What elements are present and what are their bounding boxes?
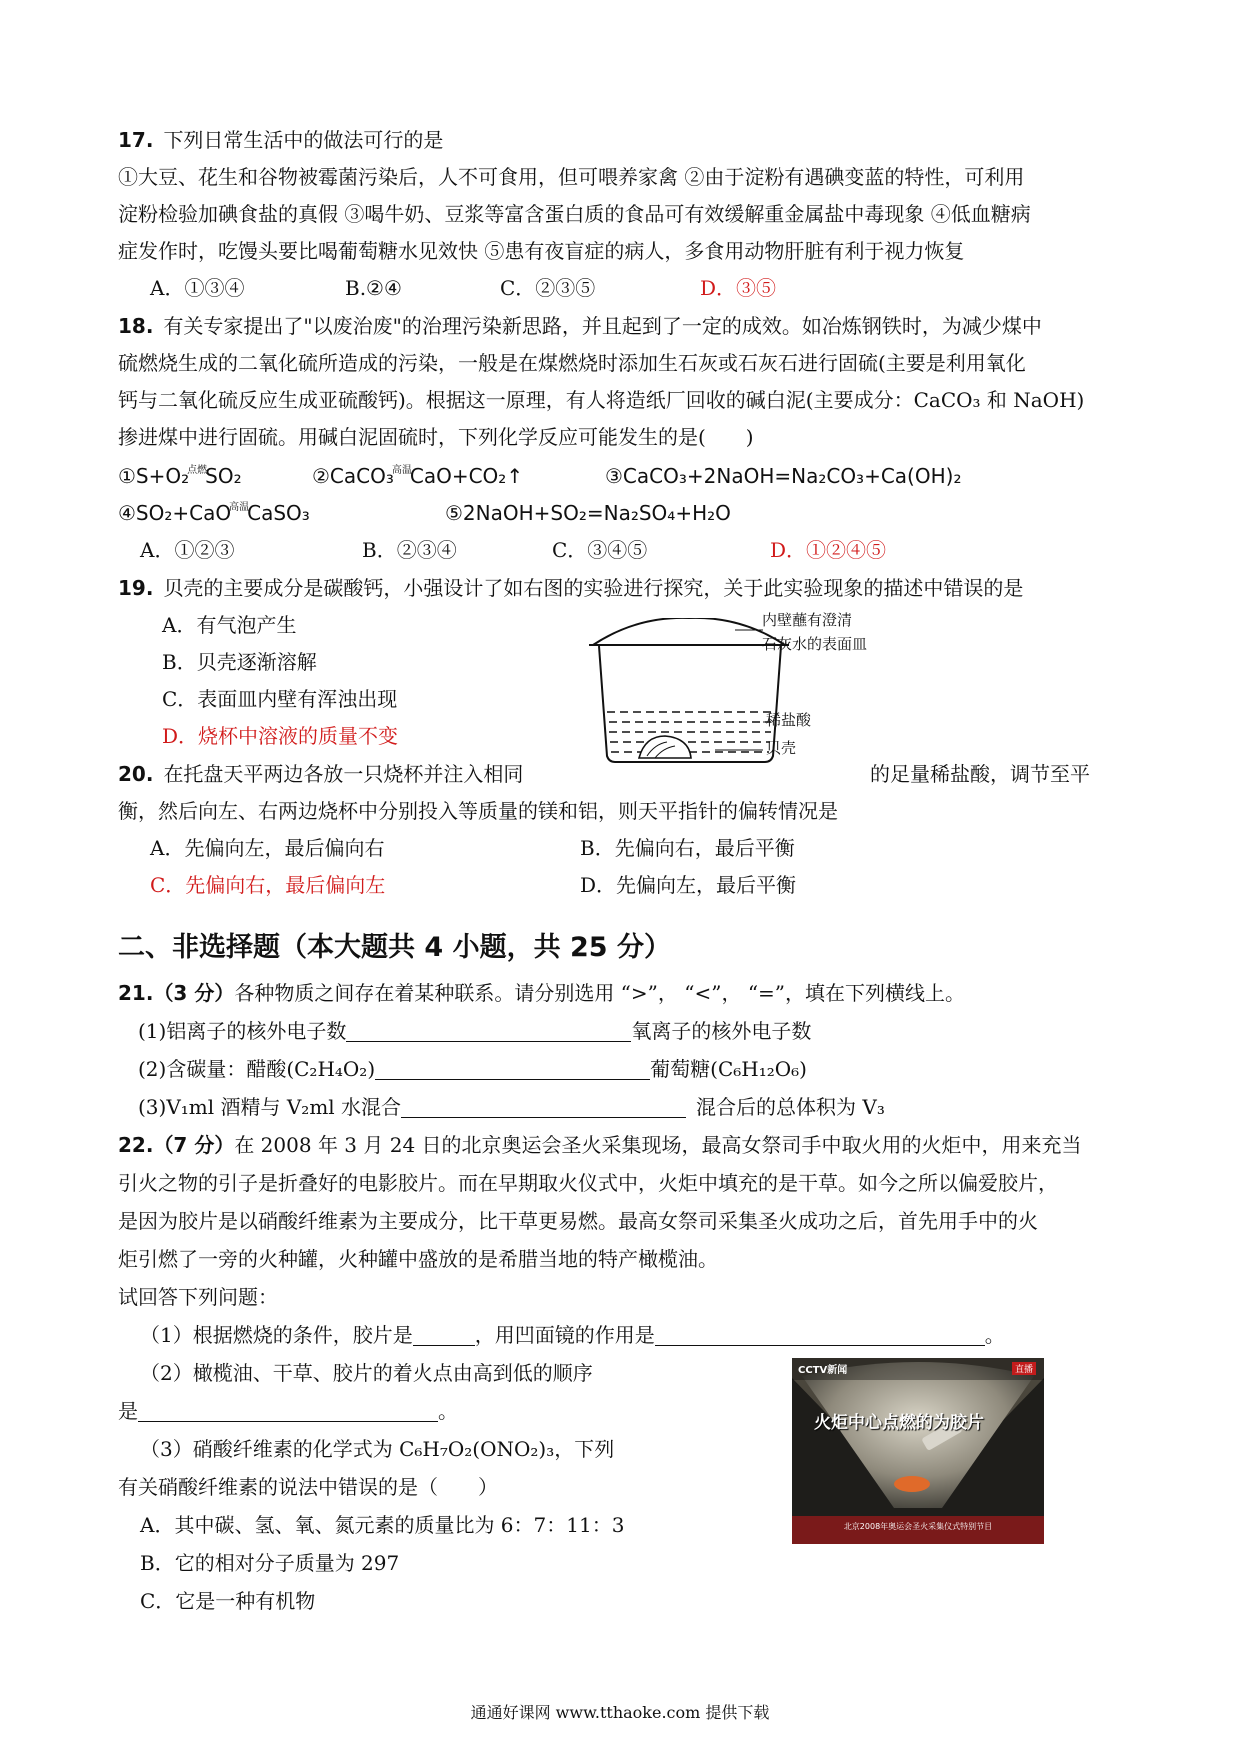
reaction-reactants: ④SO₂+CaO <box>118 501 232 525</box>
q22-sub-2-answer <box>118 1397 458 1425</box>
reaction-condition: 点燃 <box>187 465 208 476</box>
q19-option-c: C．表面皿内壁有浑浊出现 <box>162 687 398 711</box>
q22-sub-2-c: 。 <box>438 1399 458 1423</box>
q21-item-2-right: 葡萄糖(C₆H₁₂O₆) <box>650 1057 807 1081</box>
reaction-condition: 高温 <box>391 465 412 476</box>
reaction-products: SO₂ <box>205 464 242 488</box>
q20-option-b: B．先偏向右，最后平衡 <box>580 836 795 860</box>
q17-option-c: C．②③⑤ <box>500 276 596 300</box>
q22-body-line: 引火之物的引子是折叠好的电影胶片。而在早期取火仪式中，火炬中填充的是干草。如今之所以偏爱胶片， <box>118 1171 1058 1195</box>
q18-option-c: C．③④⑤ <box>552 538 648 562</box>
reaction-reactants: ①S+O₂ <box>118 464 190 488</box>
q21-score: （3 分） <box>153 981 235 1005</box>
torch-photo-image <box>792 1358 1044 1544</box>
answer-blank[interactable] <box>413 1323 475 1346</box>
q20-line1-text: 在托盘天平两边各放一只烧杯并注入相同 <box>163 762 524 786</box>
q17-body-line: ①大豆、花生和谷物被霉菌污染后，人不可食用，但可喂养家禽 ②由于淀粉有遇碘变蓝的特性，可利用 <box>118 165 1025 189</box>
q22-sub-2-b: 是 <box>118 1399 138 1423</box>
q20-line1-tail: 的足量稀盐酸，调节至平 <box>870 762 1090 786</box>
hydrochloric-acid-liquid <box>607 712 773 752</box>
answer-blank[interactable] <box>346 1019 631 1042</box>
q18-reaction-1 <box>118 462 242 495</box>
q21-item-2 <box>138 1055 807 1083</box>
reaction-products: CaSO₃ <box>247 501 310 525</box>
q22-sub-1-b: ，用凹面镜的作用是 <box>474 1323 655 1347</box>
answer-blank[interactable] <box>375 1057 650 1080</box>
q22-sub-1-a: （1）根据燃烧的条件，胶片是 <box>140 1323 413 1347</box>
q19-stem-text: 贝壳的主要成分是碳酸钙，小强设计了如右图的实验进行探究，关于此实验现象的描述中错误的是 <box>163 576 1024 600</box>
q20-line2: 衡，然后向左、右两边烧杯中分别投入等质量的镁和铝，则天平指针的偏转情况是 <box>118 799 838 823</box>
q21-item-2-left: (2)含碳量：醋酸(C₂H₄O₂) <box>138 1057 376 1081</box>
beaker-icon <box>599 646 781 762</box>
q22-body-text: 在 2008 年 3 月 24 日的北京奥运会圣火采集现场，最高女祭司手中取火用的火炬中，用来充当 <box>234 1133 1082 1157</box>
q20-option-c: C．先偏向右，最后偏向左 <box>150 873 386 897</box>
q21-item-1-right: 氧离子的核外电子数 <box>631 1019 812 1043</box>
q22-sub-1-c: 。 <box>984 1323 1005 1347</box>
q17-option-b: B.②④ <box>345 276 402 300</box>
q18-reaction-4 <box>118 499 310 532</box>
diagram-label-dish-line1: 内壁蘸有澄清 <box>762 611 853 629</box>
q18-reaction-3: ③CaCO₃+2NaOH=Na₂CO₃+Ca(OH)₂ <box>605 464 962 488</box>
cctv-logo: CCTV新闻 <box>798 1365 848 1376</box>
q21-item-1-left: (1)铝离子的核外电子数 <box>138 1019 347 1043</box>
q17-body-line: 淀粉检验加碘食盐的真假 ③喝牛奶、豆浆等富含蛋白质的食品可有效缓解重金属盐中毒现象 ④低血糖病 <box>118 202 1031 226</box>
q18-reaction-2 <box>312 462 523 495</box>
q18-body-line: 硫燃烧生成的二氧化硫所造成的污染，一般是在煤燃烧时添加生石灰或石灰石进行固硫(主要是利用氧化 <box>118 351 1026 375</box>
q18-number: 18. <box>118 314 154 338</box>
q22-option-c: C．它是一种有机物 <box>140 1589 316 1613</box>
watch-glass-icon <box>593 618 785 645</box>
q22-sub-1 <box>140 1321 1005 1349</box>
answer-blank[interactable] <box>138 1399 438 1422</box>
q18-body-text: 有关专家提出了"以废治废"的治理污染新思路，并且起到了一定的成效。如冶炼钢铁时，为减少煤中 <box>163 314 1042 338</box>
q22-body-line <box>118 1131 1082 1159</box>
q21-number: 21. <box>118 981 154 1005</box>
answer-blank[interactable] <box>401 1095 686 1118</box>
q21-item-1 <box>138 1017 811 1045</box>
diagram-label-dish-line2: 石灰水的表面皿 <box>762 635 868 653</box>
q20-line1 <box>118 760 523 788</box>
q22-number: 22. <box>118 1133 154 1157</box>
q22-sub-3-stem: 有关硝酸纤维素的说法中错误的是（ ） <box>118 1475 498 1499</box>
q22-sub-2: （2）橄榄油、干草、胶片的着火点由高到低的顺序 <box>140 1361 593 1385</box>
reaction-products: CaO+CO₂↑ <box>409 464 524 488</box>
q19-option-a: A．有气泡产生 <box>162 613 297 637</box>
q22-sub-3: （3）硝酸纤维素的化学式为 C₆H₇O₂(ONO₂)₃，下列 <box>140 1437 615 1461</box>
q18-body-line: 钙与二氧化硫反应生成亚硫酸钙)。根据这一原理，有人将造纸厂回收的碱白泥(主要成分：CaCO₃ 和 NaOH) <box>118 388 1085 412</box>
q21-item-3-left: (3)V₁ml 酒精与 V₂ml 水混合 <box>138 1095 402 1119</box>
q22-option-a: A．其中碳、氢、氧、氮元素的质量比为 6：7：11：3 <box>140 1513 625 1537</box>
answer-blank[interactable] <box>655 1323 985 1346</box>
q22-prompt: 试回答下列问题： <box>118 1285 278 1309</box>
shell-icon <box>639 736 691 758</box>
q22-body-line: 炬引燃了一旁的火种罐，火种罐中盛放的是希腊当地的特产橄榄油。 <box>118 1247 718 1271</box>
q19-stem <box>118 574 1023 602</box>
q19-option-b: B．贝壳逐渐溶解 <box>162 650 317 674</box>
q18-option-b: B．②③④ <box>362 538 457 562</box>
q17-option-a: A．①③④ <box>150 276 245 300</box>
q22-body-line: 是因为胶片是以硝酸纤维素为主要成分，比干草更易燃。最高女祭司采集圣火成功之后，首先用手中的火 <box>118 1209 1038 1233</box>
torch-photo <box>792 1358 1044 1544</box>
q18-option-a: A．①②③ <box>140 538 235 562</box>
q19-option-d: D．烧杯中溶液的质量不变 <box>162 724 399 748</box>
diagram-label-acid: 稀盐酸 <box>766 711 812 729</box>
q19-number: 19. <box>118 576 154 600</box>
q18-reaction-5: ⑤2NaOH+SO₂=Na₂SO₄+H₂O <box>445 501 731 525</box>
q17-stem-text: 下列日常生活中的做法可行的是 <box>163 128 444 152</box>
q17-number: 17. <box>118 128 154 152</box>
q22-option-b: B．它的相对分子质量为 297 <box>140 1551 400 1575</box>
q20-option-d: D．先偏向左，最后平衡 <box>580 873 797 897</box>
section-heading: 二、非选择题（本大题共 4 小题，共 25 分） <box>118 932 671 963</box>
photo-caption: 火炬中心点燃的为胶片 <box>814 1413 984 1433</box>
photo-banner: 北京2008年奥运会圣火采集仪式特别节目 <box>843 1522 993 1531</box>
reaction-reactants: ②CaCO₃ <box>312 464 394 488</box>
q21-item-3-right: 混合后的总体积为 V₃ <box>696 1095 885 1119</box>
q20-number: 20. <box>118 762 154 786</box>
q22-score: （7 分） <box>153 1133 235 1157</box>
reaction-condition: 高温 <box>229 502 250 513</box>
q18-option-d: D．①②④⑤ <box>770 538 887 562</box>
live-badge: 直播 <box>1012 1362 1036 1375</box>
q21-item-3 <box>138 1093 885 1121</box>
q17-body-line: 症发作时，吃馒头要比喝葡萄糖水见效快 ⑤患有夜盲症的病人，多食用动物肝脏有利于视力恢复 <box>118 239 965 263</box>
page-footer: 通通好课网 www.tthaoke.com 提供下载 <box>470 1703 770 1722</box>
q17-stem <box>118 126 443 154</box>
q20-option-a: A．先偏向左，最后偏向右 <box>150 836 385 860</box>
q17-option-d: D．③⑤ <box>700 276 777 300</box>
q21-stem <box>118 979 965 1007</box>
q18-body-line: 掺进煤中进行固硫。用碱白泥固硫时，下列化学反应可能发生的是( ) <box>118 425 754 449</box>
diagram-label-shell: 贝壳 <box>766 739 797 757</box>
q18-body-line <box>118 312 1042 340</box>
q21-stem-text: 各种物质之间存在着某种联系。请分别选用 “>”， “<”， “=”，填在下列横线上。 <box>234 981 966 1005</box>
